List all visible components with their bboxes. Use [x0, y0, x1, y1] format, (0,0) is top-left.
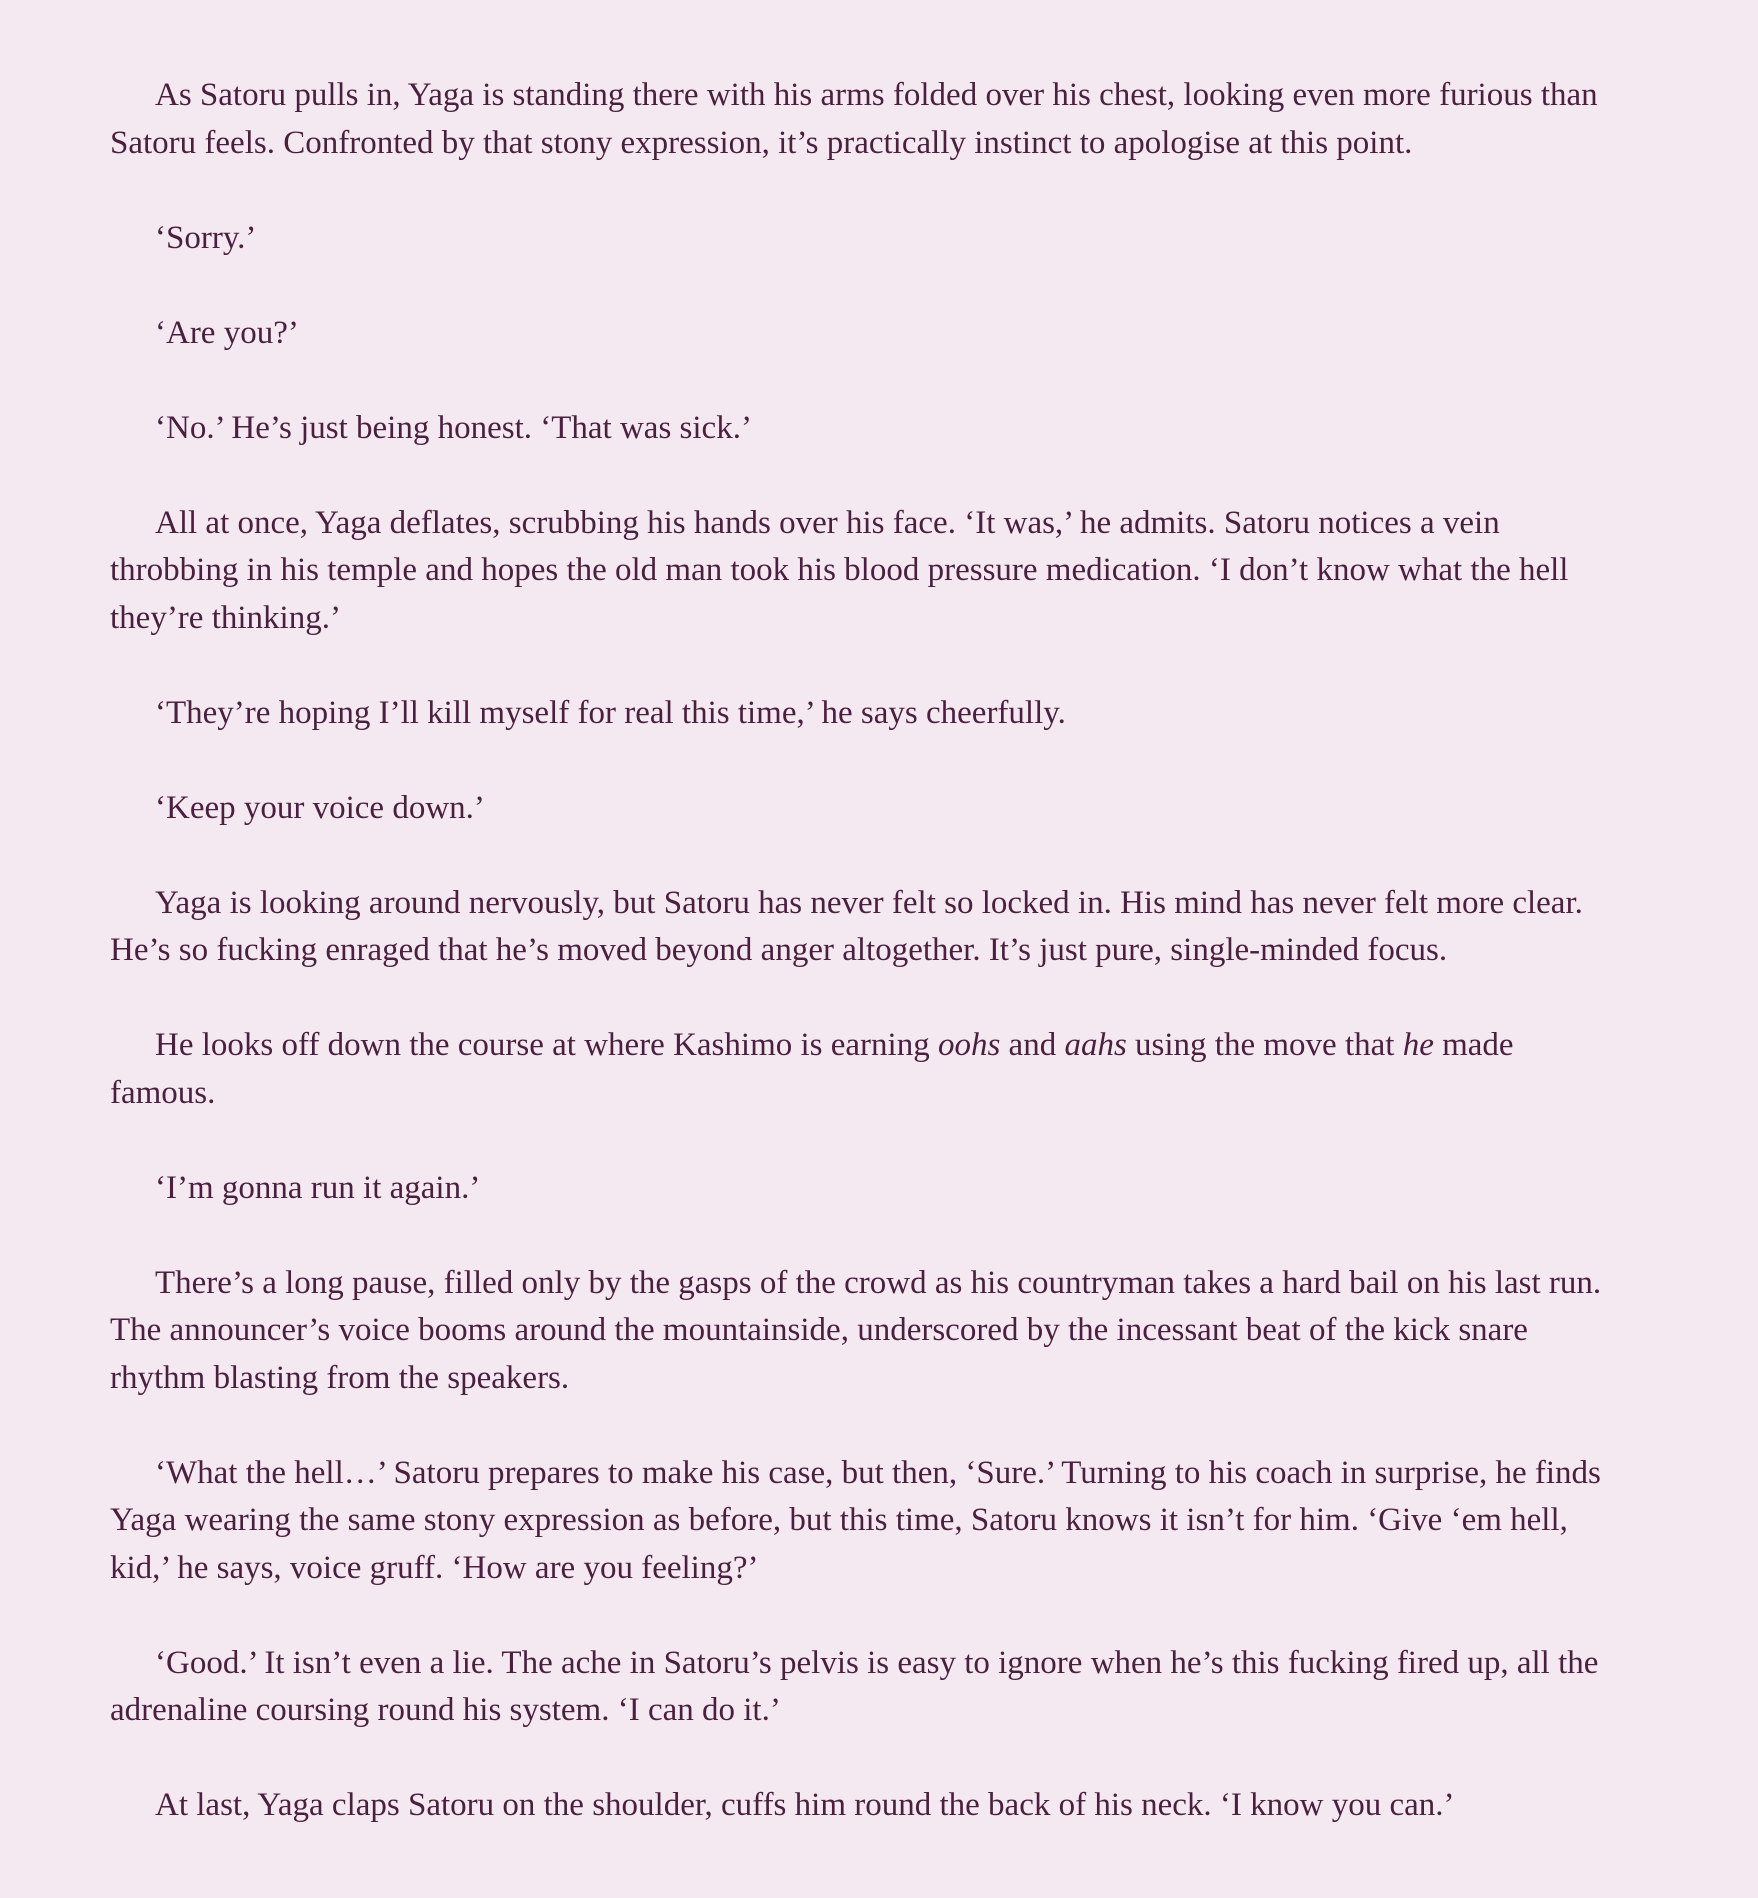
italic-text: oohs	[937, 1027, 1001, 1063]
text-run: and	[1000, 1027, 1065, 1063]
text-run: He looks off down the course at where Kashimo is earning	[155, 1027, 938, 1063]
paragraph	[110, 1022, 1618, 1117]
italic-text: he	[1402, 1027, 1434, 1063]
text-run: using the move that	[1126, 1027, 1403, 1063]
text-run: ‘Are you?’	[155, 314, 299, 351]
text-run: ‘Keep your voice down.’	[155, 789, 485, 826]
text-run: ‘No.’ He’s just being honest. ‘That was sick.’	[155, 409, 752, 446]
text-run: ‘They’re hoping I’ll kill myself for real this time,’ he says cheerfully.	[155, 694, 1066, 731]
text-run: ‘I’m gonna run it again.’	[155, 1169, 481, 1206]
paragraph	[110, 880, 1618, 975]
text-run: There’s a long pause, filled only by the gasps of the crowd as his countryman takes a hard bail on his last run. The announcer’s voice booms around the mountainside, underscored by the incessant beat of the kick snare rhythm blasting from the speakers.	[110, 1264, 1602, 1396]
paragraph	[110, 1165, 1618, 1213]
paragraph	[110, 405, 1618, 453]
paragraph	[110, 215, 1618, 263]
text-run: made famous.	[110, 1027, 1514, 1111]
paragraph	[110, 690, 1618, 738]
paragraph	[110, 1782, 1618, 1830]
paragraph	[110, 500, 1618, 643]
text-run: ‘Sorry.’	[155, 219, 257, 256]
paragraph	[110, 72, 1618, 167]
paragraph	[110, 1260, 1618, 1403]
text-run: All at once, Yaga deflates, scrubbing his hands over his face. ‘It was,’ he admits. Satoru notices a vein throbbing in his temple and hopes the old man took his blood pressure medication. ‘I don’t know what the hell they’re thinking.’	[110, 504, 1569, 636]
text-run: As Satoru pulls in, Yaga is standing there with his arms folded over his chest, looking even more furious than Satoru feels. Confronted by that stony expression, it’s practically instinct to apologise at this point.	[110, 77, 1598, 161]
text-run: Yaga is looking around nervously, but Satoru has never felt so locked in. His mind has never felt more clear. He’s so fucking enraged that he’s moved beyond anger altogether. It’s just pure, single-minded focus.	[110, 884, 1583, 968]
italic-text: aahs	[1064, 1027, 1127, 1063]
paragraph	[110, 1450, 1618, 1593]
text-run: At last, Yaga claps Satoru on the shoulder, cuffs him round the back of his neck. ‘I know you can.’	[155, 1787, 1455, 1823]
text-run: ‘Good.’ It isn’t even a lie. The ache in Satoru’s pelvis is easy to ignore when he’s this fucking fired up, all the adrenaline coursing round his system. ‘I can do it.’	[110, 1644, 1599, 1728]
paragraph	[110, 310, 1618, 358]
paragraph	[110, 785, 1618, 833]
paragraph	[110, 1640, 1618, 1735]
text-run: ‘What the hell…’ Satoru prepares to make his case, but then, ‘Sure.’ Turning to his coach in surprise, he finds Yaga wearing the same stony expression as before, but this time, Satoru knows it isn’t for him. ‘Give ‘em hell, kid,’ he says, voice gruff. ‘How are you feeling?’	[110, 1454, 1601, 1586]
